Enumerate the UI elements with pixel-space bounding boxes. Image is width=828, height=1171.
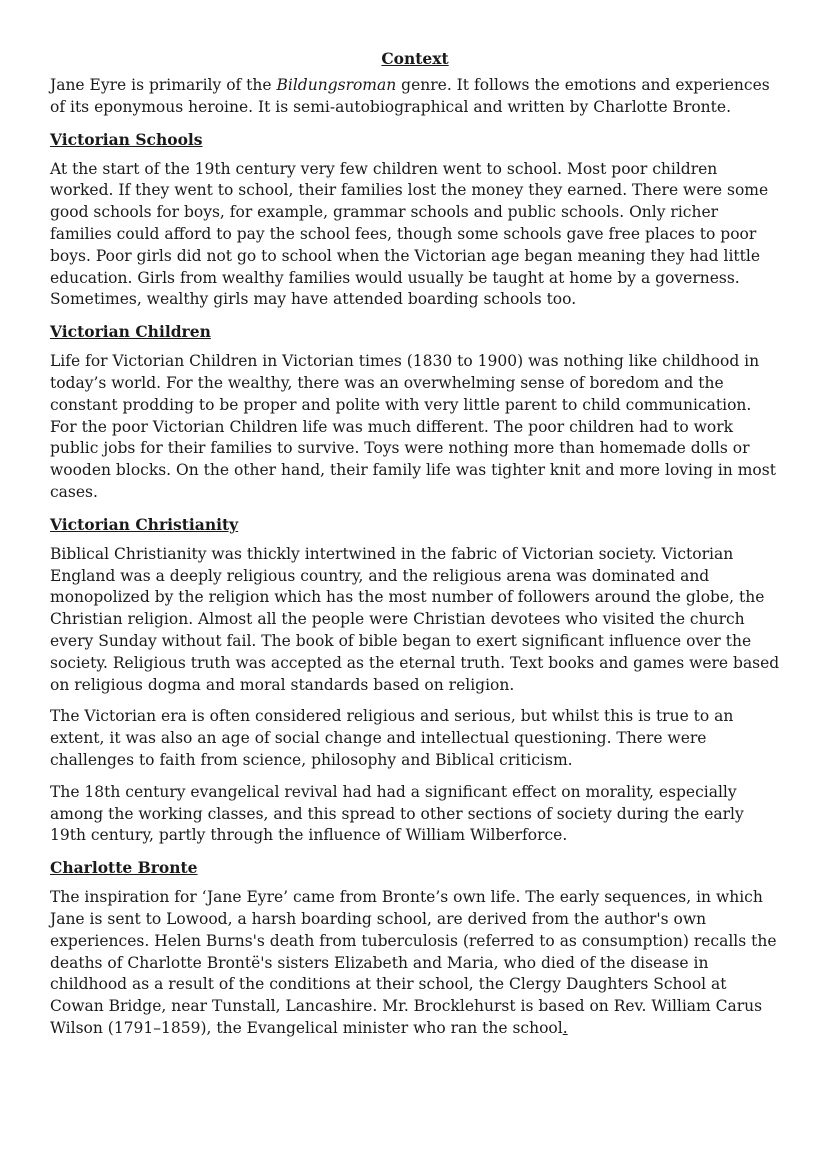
- bronte-final-period: .: [562, 1018, 568, 1037]
- heading-victorian-children: Victorian Children: [50, 322, 211, 342]
- christianity-paragraph-2: The Victorian era is often considered religious and serious, but whilst this is true to an extent, it was also an age of social change and intellectual questioning. There were challenges to faith from science, philosophy and Biblical criticism.: [50, 707, 734, 769]
- schools-paragraph: At the start of the 19th century very few children went to school. Most poor children worked. If they went to school, their families lost the money they earned. There were some good schools for boys, for example, grammar schools and public schools. Only richer families could afford to pay the school fees, though some schools gave free places to poor boys. Poor girls did not go to school when the Victorian age began meaning they had little education. Girls from wealthy families would usually be taught at home by a governess. Sometimes, wealthy girls may have attended boarding schools too.: [50, 159, 769, 309]
- genre-term: Bildungsroman: [276, 76, 397, 94]
- christianity-paragraph-3: The 18th century evangelical revival had had a significant effect on morality, especially among the working classes, and this spread to other sections of society during the early 19th century, partly through the influence of William Wilberforce.: [50, 782, 744, 845]
- children-paragraph: Life for Victorian Children in Victorian times (1830 to 1900) was nothing like childhood in today’s world. For the wealthy, there was an overwhelming sense of boredom and the constant prodding to be proper and polite with very little parent to child communication. For the poor Victorian Children life was much different. The poor children had to work public jobs for their families to survive. Toys were nothing more than homemade dolls or wooden blocks. On the other hand, their family life was tighter knit and more loving in most cases.: [50, 352, 776, 501]
- heading-charlotte-bronte: Charlotte Bronte: [50, 858, 198, 878]
- christianity-paragraph-1: Biblical Christianity was thickly intertwined in the fabric of Victorian society. Victorian England was a deeply religious country, and the religious arena was dominated and monopolized by the religion which has the most number of followers around the globe, the Christian religion. Almost all the people were Christian devotees who visited the church every Sunday without fail. The book of bible began to exert significant influence over the society. Religious truth was accepted as the eternal truth. Text books and games were based on religious dogma and moral standards based on religion.: [50, 544, 780, 694]
- heading-victorian-christianity: Victorian Christianity: [50, 514, 239, 534]
- intro-paragraph: [50, 75, 780, 119]
- heading-victorian-schools: Victorian Schools: [50, 129, 203, 149]
- intro-text-after: genre. It follows the emotions and experiences of its eponymous heroine. It is semi-autobiographical and written by Charlotte Bronte.: [50, 76, 770, 116]
- intro-text-before: Jane Eyre is primarily of the: [50, 76, 277, 94]
- bronte-text: The inspiration for ‘Jane Eyre’ came from Bronte’s own life. The early sequences, in which Jane is sent to Lowood, a harsh boarding school, are derived from the author's own experiences. Helen Burns's death from tuberculosis (referred to as consumption) recalls the deaths of Charlotte Brontë's sisters Elizabeth and Maria, who died of the disease in childhood as a result of the conditions at their school, the Clergy Daughters School at Cowan Bridge, near Tunstall, Lancashire. Mr. Brocklehurst is based on Rev. William Carus Wilson (1791–1859), the Evangelical minister who ran the school: [50, 888, 777, 1037]
- bronte-paragraph: [50, 887, 780, 1040]
- page-title: Context: [381, 49, 449, 68]
